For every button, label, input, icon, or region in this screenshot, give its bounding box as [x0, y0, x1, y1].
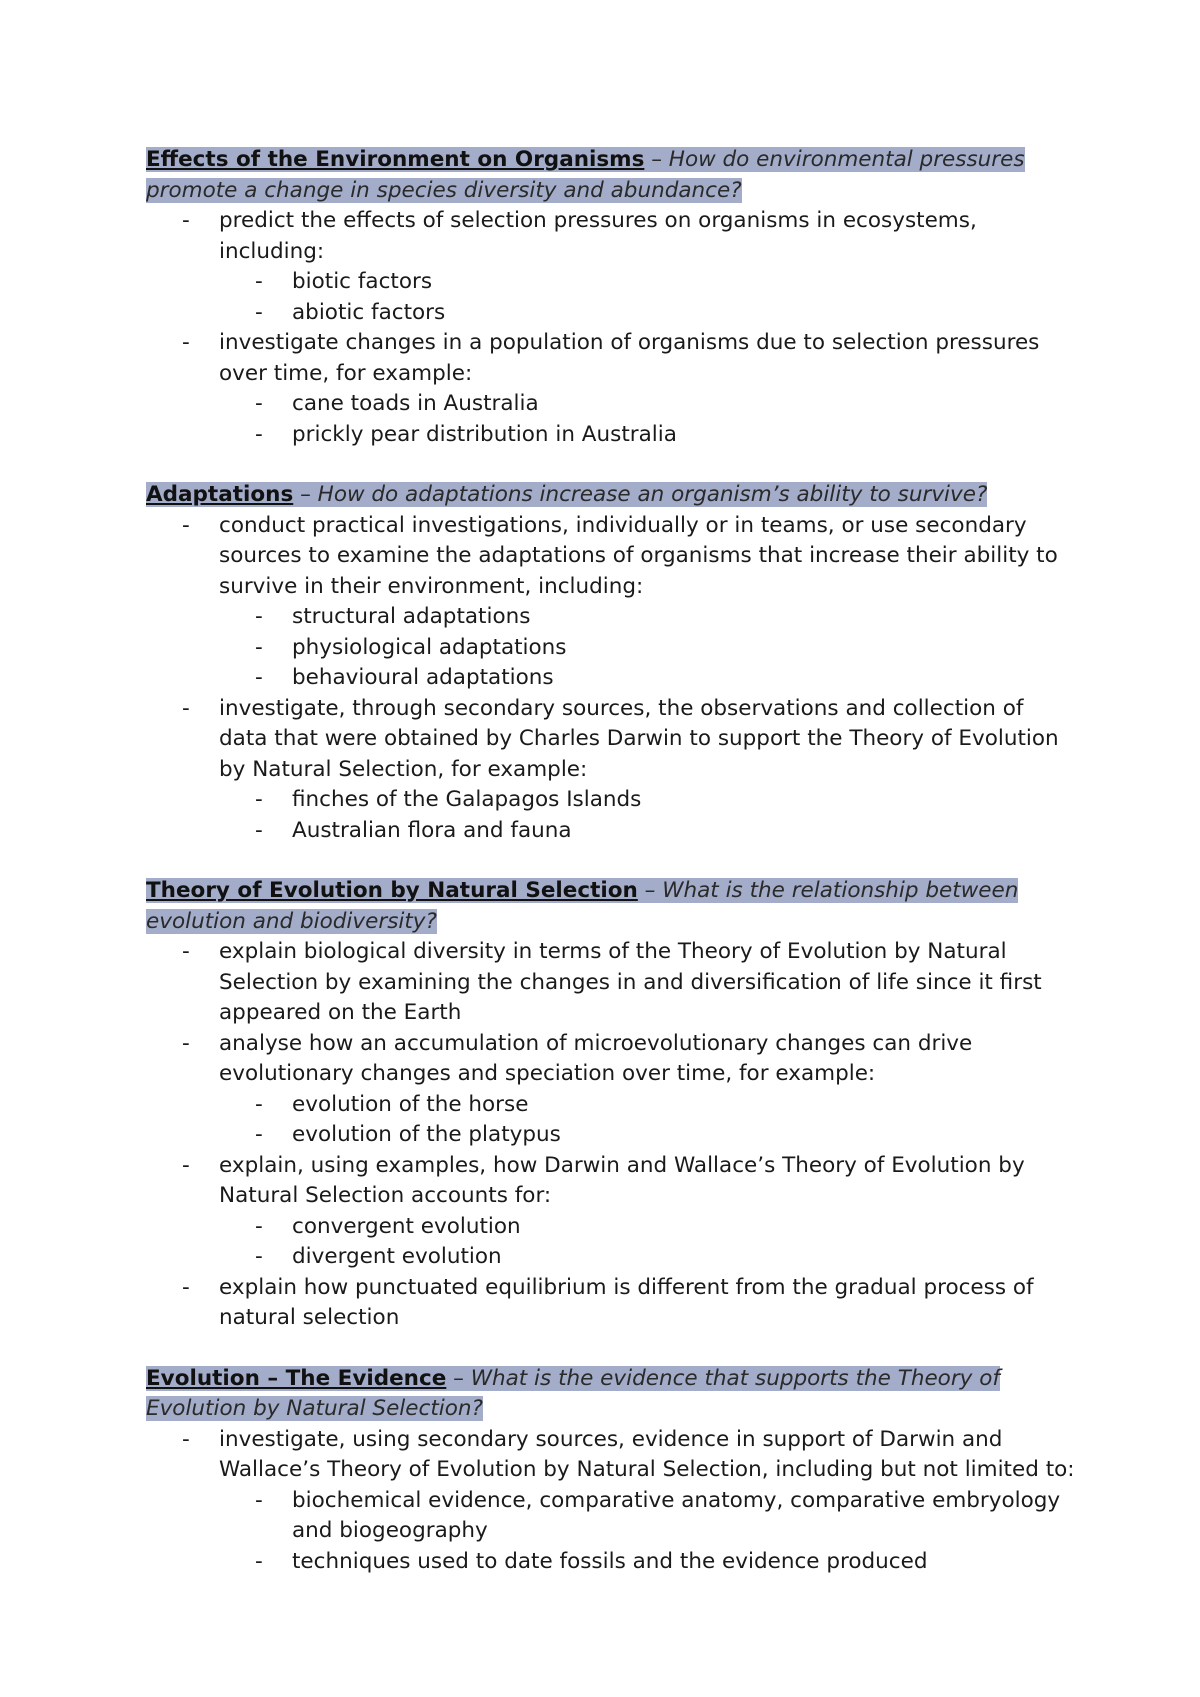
sub-item-text: evolution of the platypus	[292, 1122, 561, 1147]
sub-list-item	[219, 389, 1076, 420]
sub-item-text: finches of the Galapagos Islands	[292, 787, 642, 812]
sub-list-item	[219, 633, 1076, 664]
bullet-dash: -	[255, 1213, 263, 1239]
bullet-dash: -	[182, 1030, 190, 1056]
heading-separator: –	[293, 482, 318, 507]
bullet-dash: -	[182, 1426, 190, 1452]
sub-item-text: prickly pear distribution in Australia	[292, 421, 677, 447]
section-heading	[146, 876, 1076, 937]
list-item	[146, 1273, 1076, 1334]
bullet-dash: -	[182, 1274, 190, 1300]
bullet-dash: -	[255, 391, 263, 416]
bullet-dash: -	[255, 421, 263, 447]
list-item	[146, 1425, 1076, 1578]
bullet-dash: -	[182, 208, 190, 233]
sub-list	[146, 1486, 1076, 1578]
section-heading	[146, 1364, 1076, 1425]
heading-separator: –	[644, 147, 669, 172]
topic-title: Evolution – The Evidence	[146, 1365, 447, 1391]
inquiry-question: How do adaptations increase an organism’s ability to survive?	[317, 482, 988, 507]
heading-highlight	[146, 147, 1025, 203]
sub-item-text: biotic factors	[292, 269, 433, 294]
list-item	[146, 1151, 1076, 1273]
bullet-dash: -	[255, 634, 263, 660]
sub-list	[146, 1212, 1076, 1273]
sub-item-text: behavioural adaptations	[292, 665, 554, 690]
sub-list-item	[219, 420, 1076, 451]
content-list	[146, 511, 1076, 847]
topic-title: Adaptations	[146, 482, 294, 507]
list-item-text: analyse how an accumulation of microevolutionary changes can drive evolutionary changes and speciation over time, for example:	[219, 1030, 973, 1086]
content-list	[146, 1425, 1076, 1578]
sub-list	[146, 267, 1076, 328]
sub-list-item	[219, 1547, 1076, 1578]
bullet-dash: -	[255, 1548, 263, 1574]
section-environment-effects	[146, 145, 1076, 450]
sub-item-text: evolution of the horse	[292, 1091, 529, 1117]
bullet-dash: -	[255, 604, 263, 629]
section-heading	[146, 480, 1076, 511]
bullet-dash: -	[255, 1487, 263, 1513]
sub-item-text: cane toads in Australia	[292, 391, 539, 416]
bullet-dash: -	[182, 939, 190, 964]
list-item-text: conduct practical investigations, individually or in teams, or use secondary sources to examine the adaptations of organisms that increase their ability to survive in their environment, including:	[219, 512, 1058, 599]
sub-list	[146, 602, 1076, 694]
sub-item-text: convergent evolution	[292, 1213, 521, 1239]
list-item-text: investigate, through secondary sources, the observations and collection of data that were obtained by Charles Darwin to support the Theory of Evolution by Natural Selection, for example:	[219, 695, 1059, 782]
sub-list-item	[219, 1486, 1076, 1547]
sub-list-item	[219, 602, 1076, 633]
bullet-dash: -	[255, 817, 263, 843]
content-list	[146, 937, 1076, 1334]
sub-item-text: biochemical evidence, comparative anatomy, comparative embryology and biogeography	[292, 1487, 1061, 1543]
sub-list-item	[219, 267, 1076, 298]
heading-highlight	[146, 1366, 1000, 1422]
sub-list-item	[219, 1090, 1076, 1121]
bullet-dash: -	[182, 330, 190, 355]
sub-list	[146, 785, 1076, 846]
bullet-dash: -	[255, 665, 263, 690]
sub-item-text: techniques used to date fossils and the evidence produced	[292, 1548, 928, 1574]
list-item-text: explain how punctuated equilibrium is different from the gradual process of natural selection	[219, 1274, 1034, 1330]
sub-list-item	[219, 1242, 1076, 1273]
heading-separator: –	[446, 1365, 471, 1391]
sub-item-text: divergent evolution	[292, 1244, 502, 1269]
sub-list	[146, 1090, 1076, 1151]
list-item	[146, 328, 1076, 450]
list-item	[146, 206, 1076, 328]
sub-list	[146, 389, 1076, 450]
content-list	[146, 206, 1076, 450]
sub-item-text: physiological adaptations	[292, 634, 567, 660]
bullet-dash: -	[255, 1244, 263, 1269]
bullet-dash: -	[255, 1091, 263, 1117]
inquiry-question: What is the relationship between evolution and biodiversity?	[146, 878, 1019, 934]
bullet-dash: -	[182, 1152, 190, 1178]
bullet-dash: -	[255, 269, 263, 294]
list-item-text: investigate changes in a population of organisms due to selection pressures over time, for example:	[219, 330, 1040, 386]
list-item	[146, 694, 1076, 847]
heading-highlight	[146, 878, 1018, 934]
bullet-dash: -	[182, 695, 190, 721]
sub-list-item	[219, 816, 1076, 847]
sub-item-text: Australian flora and fauna	[292, 817, 572, 843]
list-item-text: explain biological diversity in terms of the Theory of Evolution by Natural Selection by examining the changes in and diversification of life since it first appeared on the Earth	[219, 939, 1042, 1025]
list-item	[146, 1029, 1076, 1151]
sub-list-item	[219, 1120, 1076, 1151]
bullet-dash: -	[255, 1122, 263, 1147]
section-evolution-evidence	[146, 1364, 1076, 1578]
list-item-text: predict the effects of selection pressures on organisms in ecosystems, including:	[219, 208, 977, 264]
sub-item-text: structural adaptations	[292, 604, 531, 629]
heading-separator: –	[637, 878, 663, 903]
bullet-dash: -	[255, 299, 263, 325]
document-page	[146, 145, 1076, 1607]
sub-list-item	[219, 1212, 1076, 1243]
section-heading	[146, 145, 1076, 206]
bullet-dash: -	[255, 787, 263, 812]
list-item	[146, 511, 1076, 694]
list-item-text: investigate, using secondary sources, evidence in support of Darwin and Wallace’s Theory of Evolution by Natural Selection, including but not limited to:	[219, 1426, 1075, 1482]
section-adaptations	[146, 480, 1076, 846]
heading-highlight	[146, 482, 987, 507]
list-item-text: explain, using examples, how Darwin and Wallace’s Theory of Evolution by Natural Selection accounts for:	[219, 1152, 1025, 1208]
list-item	[146, 937, 1076, 1029]
topic-title: Theory of Evolution by Natural Selection	[146, 878, 638, 903]
sub-list-item	[219, 663, 1076, 694]
bullet-dash: -	[182, 512, 190, 538]
inquiry-question: How do environmental pressures promote a change in species diversity and abundance?	[146, 147, 1025, 203]
sub-item-text: abiotic factors	[292, 299, 446, 325]
inquiry-question: What is the evidence that supports the Theory of Evolution by Natural Selection?	[146, 1365, 1000, 1421]
sub-list-item	[219, 785, 1076, 816]
sub-list-item	[219, 298, 1076, 329]
section-natural-selection	[146, 876, 1076, 1334]
topic-title: Effects of the Environment on Organisms	[146, 147, 645, 172]
